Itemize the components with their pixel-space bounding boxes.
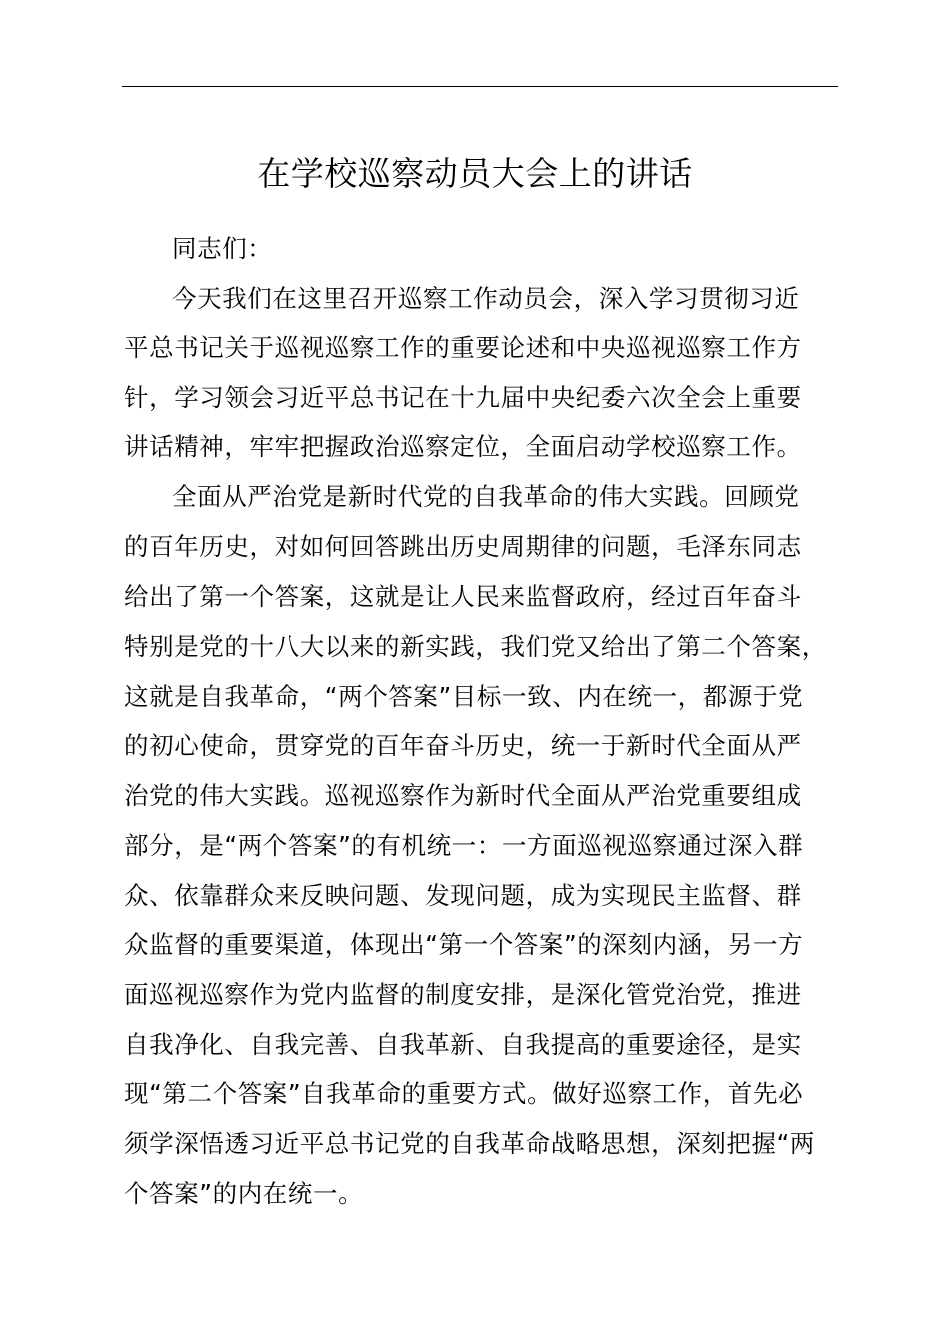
paragraph-line: 众、依靠群众来反映问题、发现问题，成为实现民主监督、群 xyxy=(124,881,802,910)
paragraph-line: 平总书记关于巡视巡察工作的重要论述和中央巡视巡察工作方 xyxy=(124,333,802,362)
paragraph-line: 特别是党的十八大以来的新实践，我们党又给出了第二个答案， xyxy=(124,632,827,661)
paragraph-line: 众监督的重要渠道，体现出“第一个答案”的深刻内涵，另一方 xyxy=(124,930,804,959)
paragraph-line: 这就是自我革命，“两个答案”目标一致、内在统一，都源于党 xyxy=(124,682,804,711)
paragraph-line: 部分，是“两个答案”的有机统一：一方面巡视巡察通过深入群 xyxy=(124,831,804,860)
paragraph-line: 须学深悟透习近平总书记党的自我革命战略思想，深刻把握“两 xyxy=(124,1129,815,1158)
paragraph-line: 现“第二个答案”自我革命的重要方式。做好巡察工作，首先必 xyxy=(124,1079,804,1108)
paragraph-line: 的初心使命，贯穿党的百年奋斗历史，统一于新时代全面从严 xyxy=(124,731,802,760)
paragraph-line: 面巡视巡察作为党内监督的制度安排，是深化管党治党，推进 xyxy=(124,980,802,1009)
document-title: 在学校巡察动员大会上的讲话 xyxy=(257,154,693,193)
paragraph-line: 全面从严治党是新时代党的自我革命的伟大实践。回顾党 xyxy=(172,482,800,511)
paragraph-line: 治党的伟大实践。巡视巡察作为新时代全面从严治党重要组成 xyxy=(124,781,802,810)
header-rule xyxy=(122,86,838,87)
paragraph-line: 今天我们在这里召开巡察工作动员会，深入学习贯彻习近 xyxy=(172,284,800,313)
salutation: 同志们： xyxy=(172,234,273,263)
paragraph-line: 给出了第一个答案，这就是让人民来监督政府，经过百年奋斗 xyxy=(124,582,802,611)
paragraph-line: 针，学习领会习近平总书记在十九届中央纪委六次全会上重要 xyxy=(124,383,802,412)
paragraph-line: 讲话精神，牢牢把握政治巡察定位，全面启动学校巡察工作。 xyxy=(124,432,802,461)
paragraph-line: 的百年历史，对如何回答跳出历史周期律的问题，毛泽东同志 xyxy=(124,532,802,561)
paragraph-line: 自我净化、自我完善、自我革新、自我提高的重要途径，是实 xyxy=(124,1030,802,1059)
paragraph-line: 个答案”的内在统一。 xyxy=(124,1179,364,1208)
